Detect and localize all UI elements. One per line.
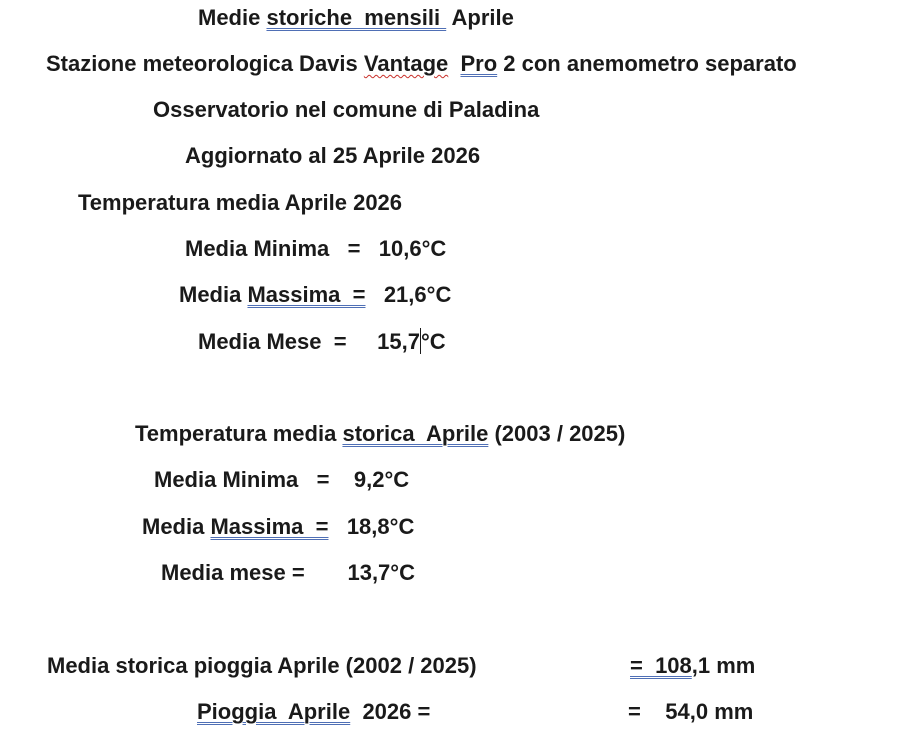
historic-mese-line: Media mese = 13,7°C (161, 560, 415, 585)
station-word-vantage: Vantage (363, 51, 449, 76)
station-text: Stazione meteorologica Davis (46, 51, 364, 76)
historic-max-value: 18,8°C (328, 514, 415, 539)
rain-historic-amount: ,1 mm (691, 653, 756, 678)
current-mese-text: Media Mese = 15,7 (198, 329, 420, 354)
current-mese-unit: °C (420, 329, 446, 354)
rain-current-year: 2026 = (350, 699, 431, 724)
rain-current-value: = 54,0 mm (628, 699, 754, 724)
historic-title-underlined: storica Aprile (342, 421, 489, 446)
station-spacer (448, 51, 460, 76)
rain-current-underlined: Pioggia Aprile (197, 699, 351, 724)
rain-historic-value (630, 651, 755, 681)
current-max-label: Media (179, 282, 248, 307)
updated-line: Aggiornato al 25 Aprile 2026 (185, 143, 481, 168)
rain-current-label (197, 697, 430, 727)
header-title-month: Aprile (446, 5, 514, 30)
station-text-end: 2 con anemometro separato (497, 51, 797, 76)
rain-historic-eq: = 108 (630, 653, 692, 678)
current-max-underlined: Massima = (247, 282, 366, 307)
historic-section-title (135, 419, 625, 449)
current-min-line: Media Minima = 10,6°C (185, 236, 447, 261)
current-max-line (179, 280, 451, 310)
header-title-part: Medie (198, 5, 267, 30)
header-line-2 (46, 49, 797, 79)
current-mese-line (198, 327, 446, 357)
historic-min-line: Media Minima = 9,2°C (154, 467, 410, 492)
historic-title-years: (2003 / 2025) (488, 421, 626, 446)
current-max-value: 21,6°C (365, 282, 452, 307)
rain-historic-label: Media storica pioggia Aprile (2002 / 2025) (47, 653, 477, 678)
historic-max-line (142, 512, 414, 542)
station-word-pro: Pro (460, 51, 498, 76)
historic-max-label: Media (142, 514, 211, 539)
historic-max-underlined: Massima = (210, 514, 329, 539)
header-line-1 (198, 3, 514, 33)
header-title-underlined: storiche mensili (266, 5, 447, 30)
historic-title-part: Temperatura media (135, 421, 343, 446)
current-section-title: Temperatura media Aprile 2026 (78, 190, 403, 215)
observatory-line: Osservatorio nel comune di Paladina (153, 97, 540, 122)
